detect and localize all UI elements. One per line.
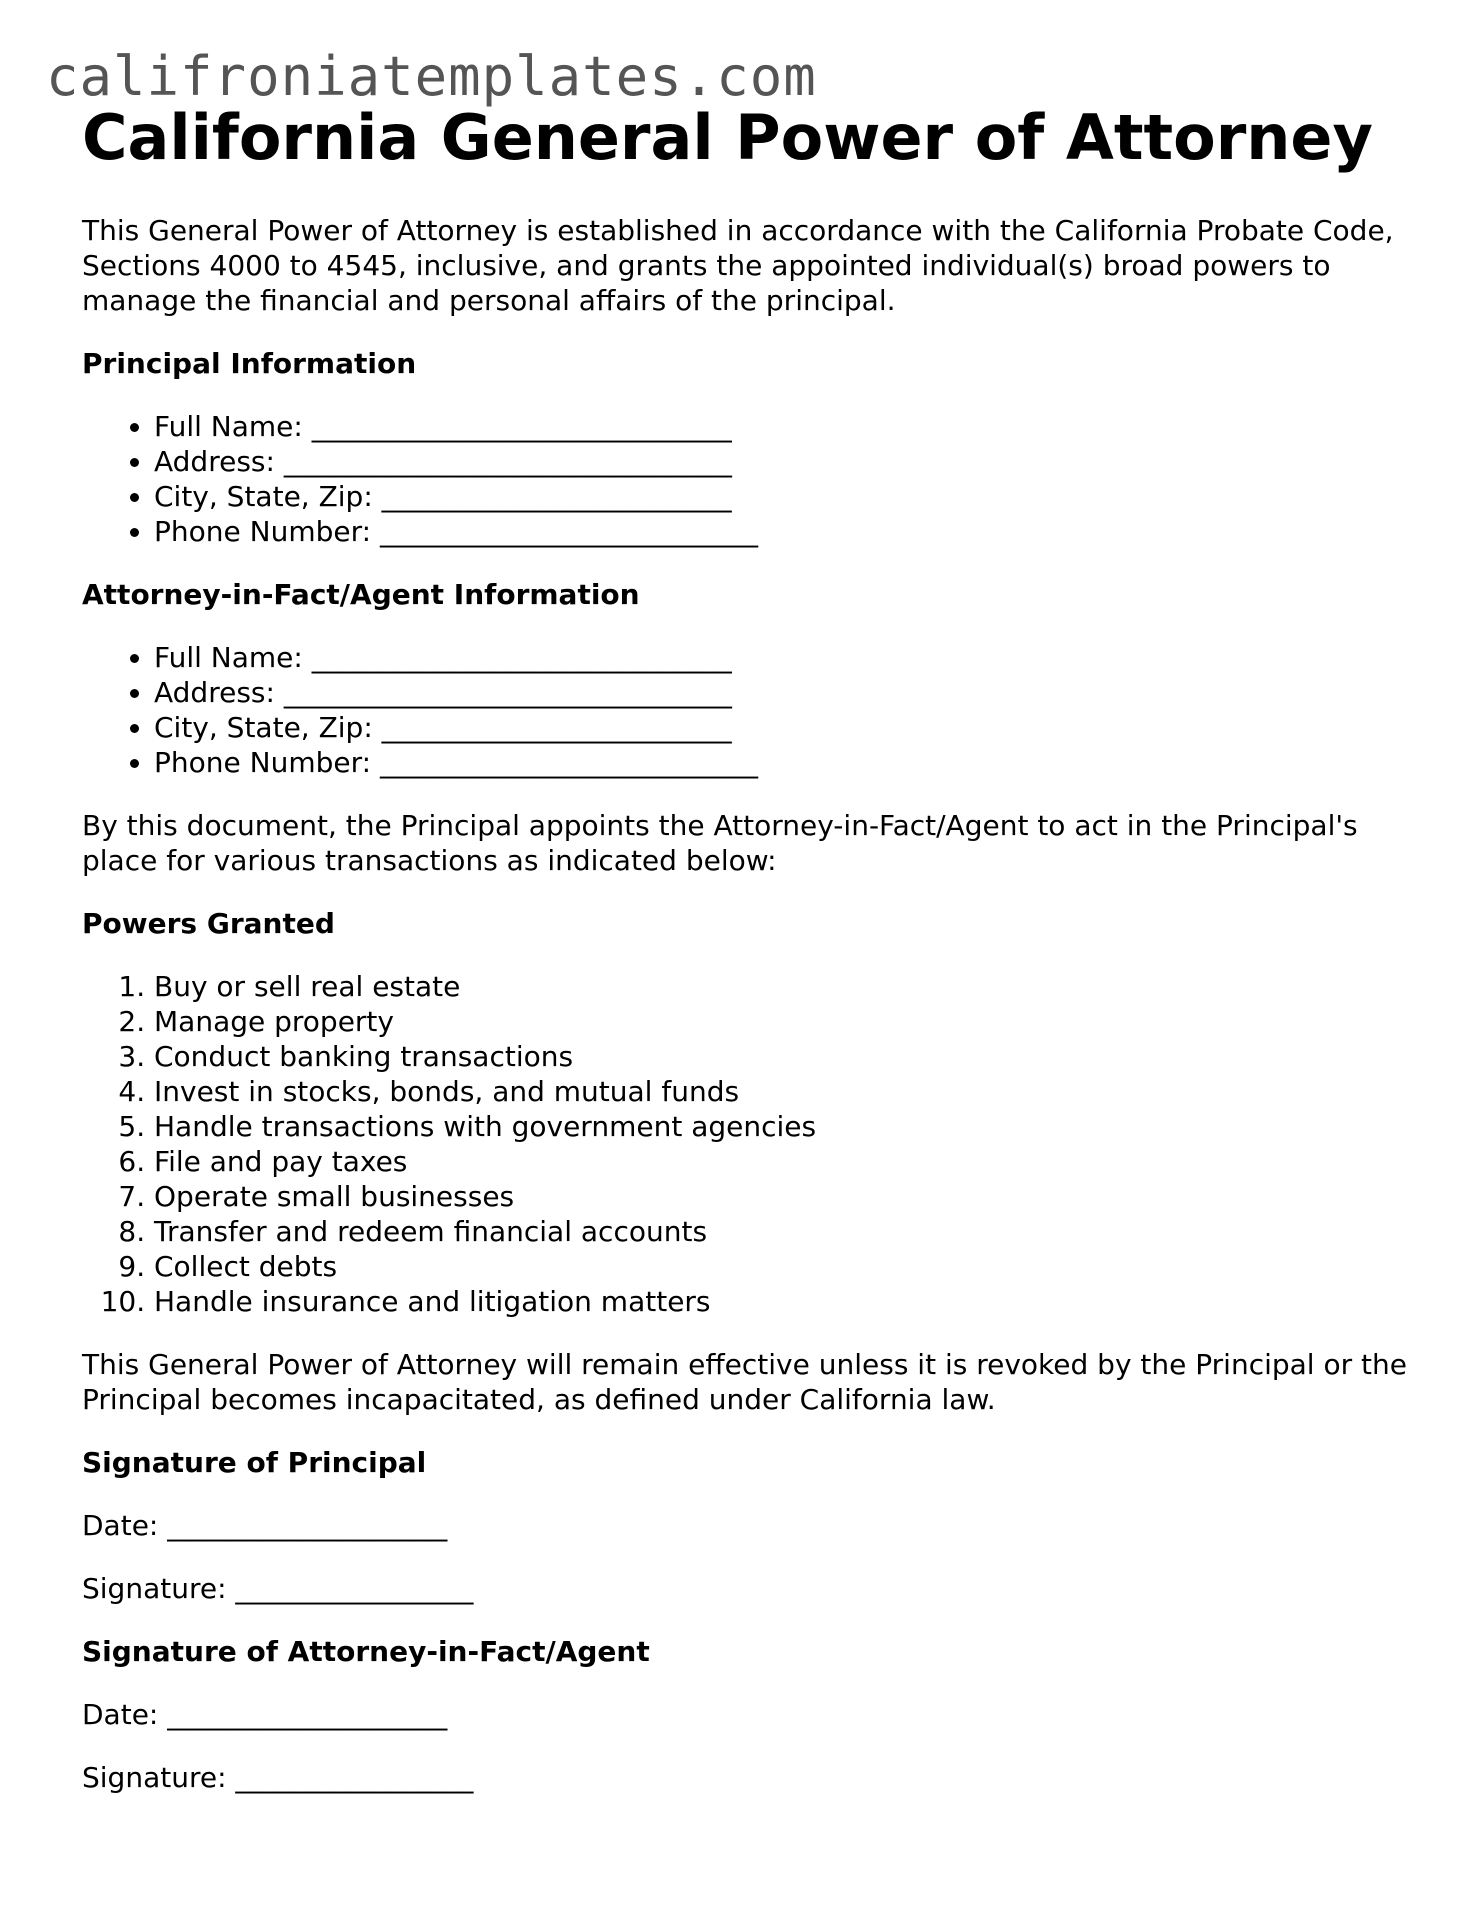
agent-phone-field[interactable]: • Phone Number: ___________________________: [154, 745, 1412, 780]
agent-heading: Attorney-in-Fact/Agent Information: [82, 578, 640, 612]
principal-fields: [82, 409, 1412, 549]
appointment-paragraph: By this document, the Principal appoints the Attorney-in-Fact/Agent to act in the Principal's place for various transactions as indicated below:: [82, 809, 1358, 878]
principal-full-name-field[interactable]: • Full Name: ______________________________: [154, 409, 1412, 444]
power-item: 10. Handle insurance and litigation matters: [154, 1284, 1412, 1319]
power-item: 2. Manage property: [154, 1004, 1412, 1039]
power-item: 3. Conduct banking transactions: [154, 1039, 1412, 1074]
effective-paragraph: This General Power of Attorney will remain effective unless it is revoked by the Principal or the Principal becomes incapacitated, as defined under California law.: [82, 1348, 1407, 1417]
intro-paragraph: This General Power of Attorney is established in accordance with the California Probate Code, Sections 4000 to 4545, inclusive, and grants the appointed individual(s) broad powers to manage the financial and personal affairs of the principal.: [82, 214, 1394, 318]
principal-date-field[interactable]: Date: ____________________: [82, 1509, 448, 1543]
power-item: 1. Buy or sell real estate: [154, 969, 1412, 1004]
power-item: 6. File and pay taxes: [154, 1144, 1412, 1179]
agent-fields: [82, 640, 1412, 780]
watermark: califroniatemplates.com: [46, 45, 817, 108]
agent-address-field[interactable]: • Address: ________________________________: [154, 675, 1412, 710]
document: [82, 102, 1412, 1823]
agent-full-name-field[interactable]: • Full Name: ______________________________: [154, 640, 1412, 675]
page-title: California General Power of Attorney: [82, 101, 1373, 174]
agent-city-state-zip-field[interactable]: • City, State, Zip: _________________________: [154, 710, 1412, 745]
power-item: 9. Collect debts: [154, 1249, 1412, 1284]
power-item: 5. Handle transactions with government agencies: [154, 1109, 1412, 1144]
principal-city-state-zip-field[interactable]: • City, State, Zip: _________________________: [154, 479, 1412, 514]
principal-address-field[interactable]: • Address: ________________________________: [154, 444, 1412, 479]
power-item: 7. Operate small businesses: [154, 1179, 1412, 1214]
principal-phone-field[interactable]: • Phone Number: ___________________________: [154, 514, 1412, 549]
agent-date-field[interactable]: Date: ____________________: [82, 1698, 448, 1732]
principal-signature-field[interactable]: Signature: _________________: [82, 1572, 474, 1606]
power-item: 4. Invest in stocks, bonds, and mutual funds: [154, 1074, 1412, 1109]
power-item: 8. Transfer and redeem financial accounts: [154, 1214, 1412, 1249]
powers-heading: Powers Granted: [82, 907, 335, 941]
powers-list: [82, 969, 1412, 1319]
principal-signature-heading: Signature of Principal: [82, 1446, 427, 1480]
principal-heading: Principal Information: [82, 347, 417, 381]
agent-signature-field[interactable]: Signature: _________________: [82, 1761, 474, 1795]
agent-signature-heading: Signature of Attorney-in-Fact/Agent: [82, 1635, 650, 1669]
